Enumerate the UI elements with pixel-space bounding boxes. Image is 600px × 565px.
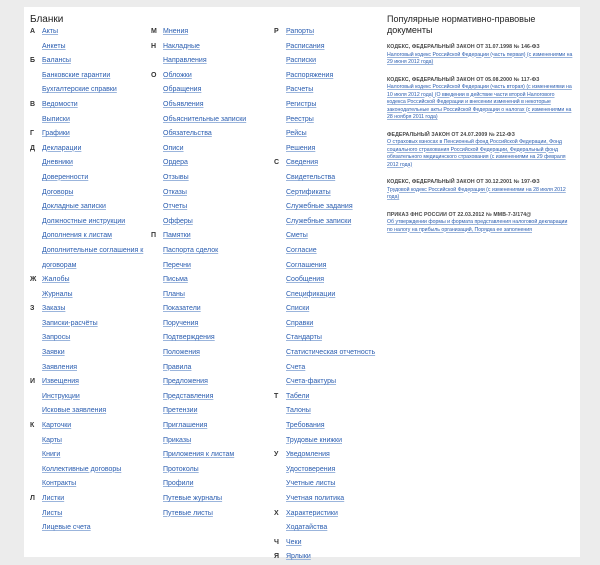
list-item [42, 200, 152, 215]
blank-link[interactable]: Сведения [286, 159, 318, 167]
blank-link[interactable]: Профили [163, 480, 194, 488]
blank-link[interactable]: Отзывы [163, 173, 189, 181]
letter-group [274, 390, 386, 448]
list-item [163, 331, 276, 346]
list-item [286, 404, 386, 419]
blank-link[interactable]: Акты [42, 28, 59, 35]
letter-group [274, 156, 386, 390]
letter-group [151, 40, 276, 69]
blank-link[interactable]: Банковские гарантии [42, 71, 111, 79]
group-letter: В [30, 100, 36, 108]
list-item [42, 113, 152, 128]
blank-link[interactable]: договорам [42, 261, 77, 269]
blank-link[interactable]: Докладные записки [42, 203, 106, 211]
list-item [42, 244, 152, 259]
group-letter: У [274, 451, 279, 459]
list-item [286, 40, 386, 55]
blank-link[interactable]: Талоны [286, 407, 311, 415]
list-item [286, 142, 386, 157]
list-item [286, 507, 386, 522]
blank-link[interactable]: Письма [163, 276, 188, 284]
blank-link[interactable]: Рейсы [286, 130, 307, 138]
blank-link[interactable]: Претензии [163, 407, 198, 415]
group-letter: К [30, 422, 35, 430]
blank-list [274, 550, 386, 565]
blank-link[interactable]: Запросы [42, 334, 71, 342]
document-link[interactable]: О страховых взносах в Пенсионный фонд Российской Федерации, Фонд социального страхования Российской Федерации, Федеральный фонд обязательного медицинского страхования (с изменениями на 29 февраля 2012 года) [387, 139, 566, 168]
letter-group [30, 54, 152, 98]
list-item [286, 550, 386, 565]
letter-group [30, 492, 152, 536]
list-item [286, 244, 386, 259]
list-item [163, 390, 279, 405]
group-letter: З [30, 305, 35, 313]
documents-list [387, 44, 573, 234]
blank-link[interactable]: Дополнения к листам [42, 232, 112, 240]
blank-link[interactable]: Отказы [163, 188, 187, 196]
blank-link[interactable]: Выписки [42, 115, 70, 123]
document-type: КОДЕКС, ФЕДЕРАЛЬНЫЙ ЗАКОН ОТ 31.07.1998 № 146-ФЗ [387, 44, 540, 50]
list-item [163, 346, 276, 361]
blank-link[interactable]: Спецификации [286, 290, 336, 298]
blank-link[interactable]: Отчеты [163, 203, 188, 211]
list-item [42, 404, 152, 419]
blank-link[interactable]: Ходатайства [286, 524, 328, 532]
blank-link[interactable]: Служебные записки [286, 217, 352, 225]
blank-list [151, 40, 276, 69]
blank-link[interactable]: Рапорты [286, 28, 314, 35]
blank-link[interactable]: Правила [163, 363, 192, 371]
blank-link[interactable]: Счета [286, 363, 306, 371]
list-item [286, 25, 386, 40]
blank-link[interactable]: Карты [42, 436, 62, 444]
blank-link[interactable]: Приложения к листам [163, 451, 235, 459]
blank-link[interactable]: Инструкции [42, 392, 80, 400]
blank-link[interactable]: Жалобы [42, 276, 70, 284]
list-item [163, 40, 276, 55]
list-item [163, 113, 276, 128]
blanks-column-2 [151, 25, 279, 521]
blank-link[interactable]: Согласие [286, 246, 317, 254]
list-item [286, 186, 386, 201]
list-item [163, 361, 276, 376]
list-item [163, 375, 276, 390]
group-letter: О [151, 71, 157, 79]
document-type: КОДЕКС, ФЕДЕРАЛЬНЫЙ ЗАКОН ОТ 05.08.2000 № 117-ФЗ [387, 76, 540, 83]
group-letter: Я [274, 553, 280, 561]
list-item [286, 419, 386, 434]
blank-link[interactable]: Ордера [163, 159, 188, 167]
blank-list [274, 156, 386, 390]
list-item [163, 83, 276, 98]
list-item [286, 317, 386, 332]
list-item [42, 463, 152, 478]
blanks-column-3 [274, 25, 386, 565]
list-item [163, 492, 276, 507]
blank-link[interactable]: Счета-фактуры [286, 378, 337, 386]
letter-group [151, 69, 276, 230]
list-item [42, 186, 152, 201]
list-item [286, 492, 386, 507]
list-item [163, 317, 276, 332]
blank-link[interactable]: Стандарты [286, 334, 322, 342]
letter-group [274, 550, 386, 565]
blank-link[interactable]: Дневники [42, 159, 73, 167]
list-item [163, 288, 276, 303]
blank-link[interactable]: Договоры [42, 188, 74, 196]
list-item [42, 346, 152, 361]
blank-link[interactable]: Лицевые счета [42, 524, 91, 532]
blank-link[interactable]: Сообщения [286, 276, 324, 284]
blank-link[interactable]: Листы [42, 509, 63, 517]
letter-group [30, 127, 152, 142]
group-letter: Л [30, 495, 35, 502]
list-item [163, 54, 276, 69]
blank-link[interactable]: Удостоверения [286, 465, 336, 473]
document-entry [387, 77, 573, 122]
blank-list [30, 98, 152, 127]
blank-link[interactable]: Мнения [163, 28, 189, 35]
list-item [163, 244, 276, 259]
blank-link[interactable]: Решения [286, 144, 316, 152]
list-item [163, 186, 276, 201]
group-letter: И [30, 378, 36, 386]
document-link[interactable]: Налоговый кодекс Российской Федерации (часть первая) (с изменениями на 29 июня 2012 года) [387, 51, 573, 65]
blank-link[interactable]: Балансы [42, 57, 71, 65]
blank-link[interactable]: Подтверждения [163, 334, 215, 342]
list-item [286, 259, 386, 274]
group-letter: Т [274, 392, 279, 400]
blank-link[interactable]: Карточки [42, 422, 72, 430]
blank-link[interactable]: Справки [286, 319, 314, 327]
blank-list [274, 448, 386, 506]
list-item [286, 54, 386, 69]
list-item [42, 331, 152, 346]
blank-link[interactable]: Журналы [42, 290, 73, 298]
blank-link[interactable]: Объявления [163, 100, 204, 108]
blank-list [30, 127, 152, 142]
blank-link[interactable]: Расчеты [286, 86, 314, 94]
blank-link[interactable]: Заявления [42, 363, 78, 371]
list-item [286, 536, 386, 551]
blank-link[interactable]: Реестры [286, 115, 314, 123]
list-item [286, 521, 386, 536]
list-item [286, 98, 386, 113]
list-item [42, 477, 152, 492]
letter-group [30, 273, 152, 302]
list-item [286, 156, 386, 171]
blank-link[interactable]: Должностные инструкции [42, 217, 126, 225]
blank-link[interactable]: Положения [163, 349, 200, 357]
blank-list [30, 54, 152, 98]
blank-list [274, 507, 386, 536]
list-item [163, 463, 276, 478]
list-item [286, 302, 386, 317]
blank-link[interactable]: Ведомости [42, 100, 78, 108]
list-item [163, 419, 276, 434]
list-item [286, 434, 386, 449]
blank-link[interactable]: Требования [286, 422, 325, 430]
list-item [286, 83, 386, 98]
list-item [42, 419, 152, 434]
document-entry [387, 44, 573, 67]
list-item [163, 302, 276, 317]
blank-link[interactable]: Представления [163, 392, 214, 400]
list-item [286, 346, 386, 361]
letter-group [151, 229, 279, 521]
blank-link[interactable]: Путевые листы [163, 509, 213, 517]
blank-link[interactable]: Листки [42, 495, 65, 502]
blank-link[interactable]: Статистическая отчетность [286, 349, 376, 357]
list-item [42, 492, 152, 507]
list-item [42, 69, 152, 84]
list-item [163, 215, 276, 230]
list-item [163, 200, 276, 215]
blank-list [274, 390, 386, 448]
blank-list [151, 229, 279, 521]
blank-link[interactable]: Направления [163, 57, 207, 65]
blanks-column-1 [30, 25, 152, 536]
blank-list [30, 273, 152, 302]
list-item [163, 171, 276, 186]
blank-list [274, 25, 386, 156]
list-item [42, 142, 152, 157]
blank-link[interactable]: Записки-расчёты [42, 319, 98, 327]
blank-link[interactable]: Обязательства [163, 130, 212, 138]
list-item [42, 375, 152, 390]
blank-list [30, 302, 152, 375]
blank-link[interactable]: Распоряжения [286, 71, 334, 79]
list-item [286, 477, 386, 492]
letter-group [30, 142, 152, 273]
blank-link[interactable]: Поручения [163, 319, 199, 327]
blank-link[interactable]: Анкеты [42, 42, 66, 50]
blank-link[interactable]: Декларации [42, 144, 82, 152]
group-letter: Ч [274, 538, 279, 546]
blank-link[interactable]: Заказы [42, 305, 66, 313]
blank-link[interactable]: Извещения [42, 378, 79, 386]
document-type: КОДЕКС, ФЕДЕРАЛЬНЫЙ ЗАКОН ОТ 30.12.2001 № 197-ФЗ [387, 179, 540, 185]
list-item [42, 127, 152, 142]
list-item [42, 448, 152, 463]
document-link[interactable]: Трудовой кодекс Российской Федерации (с изменениями на 28 июля 2012 года) [387, 186, 566, 200]
list-item [42, 83, 152, 98]
list-item [286, 273, 386, 288]
list-item [42, 273, 152, 288]
blank-link[interactable]: Ярлыки [286, 553, 311, 561]
list-item [42, 40, 152, 55]
blank-list [30, 492, 152, 536]
list-item [42, 25, 152, 40]
blank-link[interactable]: Учетная политика [286, 495, 345, 502]
blank-list [151, 69, 276, 230]
group-letter: Г [30, 130, 34, 138]
blank-link[interactable]: Памятки [163, 232, 191, 240]
letter-group [30, 98, 152, 127]
list-item [42, 434, 152, 449]
list-item [286, 463, 386, 478]
list-item [163, 404, 276, 419]
list-item [286, 127, 386, 142]
list-item [42, 507, 152, 522]
blank-link[interactable]: Заявки [42, 349, 65, 357]
blank-link[interactable]: Накладные [163, 42, 200, 50]
list-item [286, 375, 386, 390]
blank-link[interactable]: Предложения [163, 378, 208, 386]
popular-documents-title: Популярные нормативно-правовые документы [387, 14, 536, 35]
list-item [42, 302, 152, 317]
blank-link[interactable]: Приказы [163, 436, 192, 444]
blank-link[interactable]: Регистры [286, 100, 317, 108]
list-item [163, 259, 276, 274]
letter-group [274, 507, 386, 536]
list-item [286, 390, 386, 405]
document-entry [387, 179, 573, 202]
blank-link[interactable]: Расписки [286, 57, 317, 65]
blank-link[interactable]: Учетные листы [286, 480, 336, 488]
blank-link[interactable]: Свидетельства [286, 173, 336, 181]
list-item [42, 54, 152, 69]
list-item [163, 229, 276, 244]
document-type: ПРИКАЗ ФНС РОССИИ ОТ 22.03.2012 № ММВ-7-3/174@ [387, 211, 532, 218]
blank-link[interactable]: Служебные задания [286, 203, 353, 211]
group-letter: М [151, 28, 157, 35]
blanks-title: Бланки [30, 14, 64, 25]
group-letter: П [151, 232, 157, 240]
letter-group [274, 448, 386, 506]
blank-link[interactable]: Протоколы [163, 465, 199, 473]
list-item [286, 229, 386, 244]
document-entry [387, 212, 573, 235]
blank-link[interactable]: Табели [286, 392, 310, 400]
blank-link[interactable]: Офферы [163, 217, 193, 225]
group-letter: А [30, 28, 36, 35]
list-item [286, 288, 386, 303]
letter-group [274, 25, 386, 156]
blank-link[interactable]: Планы [163, 290, 185, 298]
blank-link[interactable]: Уведомления [286, 451, 330, 459]
blank-link[interactable]: Бухгалтерские справки [42, 86, 117, 94]
blank-link[interactable]: Путевые журналы [163, 495, 223, 502]
list-item [42, 98, 152, 113]
list-item [42, 288, 152, 303]
blank-link[interactable]: Графики [42, 130, 70, 138]
blank-list [30, 25, 152, 54]
list-item [42, 361, 152, 376]
letter-group [30, 302, 152, 375]
group-letter: Ж [30, 276, 37, 284]
letter-group [30, 25, 152, 54]
list-item [163, 127, 276, 142]
list-item [42, 390, 152, 405]
blank-link[interactable]: Книги [42, 451, 61, 459]
group-letter: Х [274, 509, 279, 517]
document-link[interactable]: Налоговый кодекс Российской Федерации (часть вторая) (с изменениями на 10 июля 2012 года) (О введении в действие части второй Налогового кодекса Российской Федерации и внесении изменений в некоторые законодательные акты Российской Федерации о налогах (с изменениями на 28 ноября 2011 года) [387, 84, 572, 120]
letter-group [151, 25, 276, 40]
blank-link[interactable]: Соглашения [286, 261, 327, 269]
blank-link[interactable]: Списки [286, 305, 310, 313]
letter-group [274, 536, 386, 551]
list-item [163, 98, 276, 113]
list-item [42, 521, 152, 536]
list-item [163, 142, 276, 157]
blank-link[interactable]: Паспорта сделок [163, 246, 219, 254]
list-item [286, 171, 386, 186]
list-item [286, 215, 386, 230]
group-letter: Н [151, 42, 157, 50]
document-entry [387, 132, 573, 170]
blank-link[interactable]: Расписания [286, 42, 325, 50]
blank-link[interactable]: Объяснительные записки [163, 115, 247, 123]
document-link[interactable]: Об утверждении формы и формата представления налоговой декларации по налогу на прибыль организаций, Порядка ее заполнения [387, 219, 568, 233]
blank-list [274, 536, 386, 551]
blank-link[interactable]: Сметы [286, 232, 308, 240]
list-item [163, 448, 279, 463]
letter-group [30, 375, 152, 419]
blank-link[interactable]: Дополнительные соглашения к [42, 246, 144, 254]
blank-list [151, 25, 276, 40]
blank-link[interactable]: Характеристики [286, 509, 338, 517]
list-item [42, 259, 152, 274]
list-item [42, 156, 152, 171]
list-item [42, 215, 152, 230]
blank-link[interactable]: Коллективные договоры [42, 465, 122, 473]
list-item [42, 171, 152, 186]
blank-link[interactable]: Описи [163, 144, 184, 152]
list-item [163, 156, 276, 171]
blank-link[interactable]: Сертификаты [286, 188, 331, 196]
blank-link[interactable]: Чеки [286, 538, 302, 546]
list-item [42, 229, 152, 244]
list-item [286, 69, 386, 84]
blank-link[interactable]: Показатели [163, 305, 201, 313]
list-item [286, 113, 386, 128]
blank-list [30, 142, 152, 273]
blank-link[interactable]: Обращения [163, 86, 202, 94]
list-item [286, 331, 386, 346]
blank-link[interactable]: Трудовые книжки [286, 436, 343, 444]
list-item [163, 434, 276, 449]
group-letter: Б [30, 57, 36, 65]
list-item [163, 507, 276, 522]
popular-documents [387, 14, 573, 244]
blank-link[interactable]: Доверенности [42, 173, 89, 181]
blank-link[interactable]: Перечни [163, 261, 191, 269]
list-item [163, 69, 276, 84]
list-item [163, 25, 276, 40]
blank-list [30, 419, 152, 492]
document-type: ФЕДЕРАЛЬНЫЙ ЗАКОН ОТ 24.07.2009 № 212-ФЗ [387, 131, 515, 138]
list-item [42, 317, 152, 332]
list-item [163, 273, 276, 288]
letter-group [30, 419, 152, 492]
list-item [286, 200, 386, 215]
blank-link[interactable]: Контракты [42, 480, 77, 488]
blank-link[interactable]: Обложки [163, 71, 192, 79]
group-letter: Д [30, 144, 35, 152]
group-letter: С [274, 159, 280, 167]
blank-link[interactable]: Исковые заявления [42, 407, 107, 415]
group-letter: Р [274, 28, 279, 35]
blank-link[interactable]: Приглашения [163, 422, 208, 430]
blank-list [30, 375, 152, 419]
list-item [286, 361, 386, 376]
list-item [286, 448, 386, 463]
list-item [163, 477, 276, 492]
